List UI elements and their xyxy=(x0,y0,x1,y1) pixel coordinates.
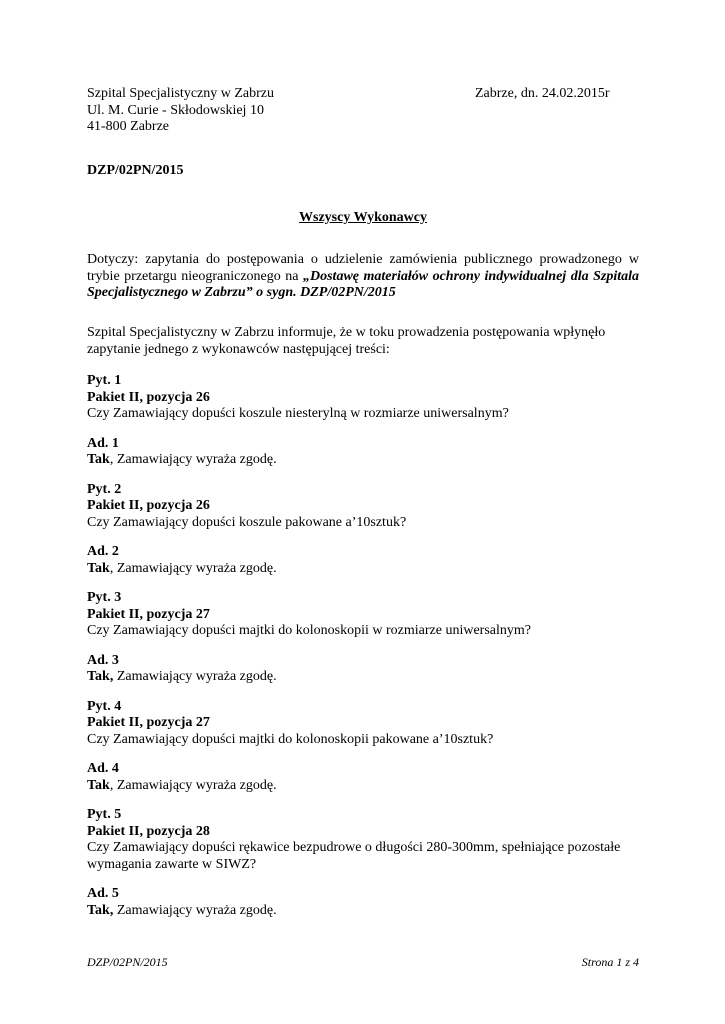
answer-bold: Tak xyxy=(87,452,110,467)
answer-line xyxy=(87,669,639,686)
answer-bold: Tak, xyxy=(87,902,114,918)
qa-item xyxy=(87,590,639,686)
answer-label: Ad. 1 xyxy=(87,435,119,451)
question-text: Czy Zamawiający dopuści rękawice bezpudrowe o długości 280-300mm, spełniające pozostałe wymagania zawarte w SIWZ? xyxy=(87,840,621,872)
question-item: Pakiet II, pozycja 26 xyxy=(87,498,210,513)
sender-city: 41-800 Zabrze xyxy=(87,119,170,134)
qa-item xyxy=(87,373,639,469)
question-item: Pakiet II, pozycja 27 xyxy=(87,606,210,622)
answer-text: Zamawiający wyraża zgodę. xyxy=(113,669,277,684)
intro-paragraph: Szpital Specjalistyczny w Zabrzu informuje, że w toku prowadzenia postępowania wpłynęło zapytanie jednego z wykonawców następującej treści: xyxy=(87,325,606,357)
answer-text: , Zamawiający wyraża zgodę. xyxy=(109,777,277,793)
question-block xyxy=(87,699,639,749)
question-label: Pyt. 2 xyxy=(87,481,122,497)
sender-name: Szpital Specjalistyczny w Zabrzu xyxy=(87,86,274,101)
answer-line xyxy=(87,903,639,920)
subject-title: „Dostawę materiałów ochrony indywidualnej dla Szpitala Specjalistycznego w Zabrzu” o sygn. DZP/02PN/2015 xyxy=(87,268,639,300)
qa-item xyxy=(87,482,639,578)
qa-item xyxy=(87,699,639,795)
answer-label: Ad. 2 xyxy=(87,544,119,559)
question-label: Pyt. 5 xyxy=(87,807,122,822)
question-block xyxy=(87,807,639,873)
answer-text: Zamawiający wyraża zgodę. xyxy=(113,902,277,918)
subject-paragraph xyxy=(87,252,639,302)
answer-bold: Tak xyxy=(87,777,110,793)
footer-reference: DZP/02PN/2015 xyxy=(87,955,168,969)
answer-label: Ad. 5 xyxy=(87,886,119,901)
question-item: Pakiet II, pozycja 28 xyxy=(87,823,210,839)
sender-address xyxy=(87,86,274,136)
sender-street: Ul. M. Curie - Skłodowskiej 10 xyxy=(87,102,264,118)
answer-label: Ad. 4 xyxy=(87,761,119,776)
question-block xyxy=(87,482,639,532)
question-item: Pakiet II, pozycja 26 xyxy=(87,389,210,405)
answer-bold: Tak xyxy=(87,560,110,576)
document-date: Zabrze, dn. 24.02.2015r xyxy=(475,86,610,101)
answer-bold: Tak, xyxy=(87,669,114,684)
answer-label: Ad. 3 xyxy=(87,652,119,668)
question-label: Pyt. 4 xyxy=(87,698,122,714)
footer-page-number: Strona 1 z 4 xyxy=(581,955,639,969)
answer-block xyxy=(87,544,639,577)
answer-line xyxy=(87,778,639,795)
subject-prefix: Dotyczy: zapytania do postępowania o udzielenie zamówienia publicznego prowadzonego w trybie przetargu nieograniczonego na xyxy=(87,252,639,284)
question-label: Pyt. 1 xyxy=(87,373,122,388)
answer-line xyxy=(87,452,639,469)
answer-block xyxy=(87,436,639,469)
question-text: Czy Zamawiający dopuści majtki do kolonoskopii w rozmiarze uniwersalnym? xyxy=(87,623,531,638)
question-text: Czy Zamawiający dopuści koszule pakowane a’10sztuk? xyxy=(87,514,407,530)
answer-block xyxy=(87,761,639,794)
answer-block xyxy=(87,886,639,919)
question-block xyxy=(87,590,639,640)
question-block xyxy=(87,373,639,423)
reference-number: DZP/02PN/2015 xyxy=(87,163,184,178)
answer-text: , Zamawiający wyraża zgodę. xyxy=(109,560,277,576)
answer-line xyxy=(87,561,639,578)
answer-block xyxy=(87,653,639,686)
question-item: Pakiet II, pozycja 27 xyxy=(87,715,210,730)
qa-item xyxy=(87,807,639,919)
question-text: Czy Zamawiający dopuści koszule niesterylną w rozmiarze uniwersalnym? xyxy=(87,406,509,421)
addressee-heading: Wszyscy Wykonawcy xyxy=(299,210,427,225)
answer-text: , Zamawiający wyraża zgodę. xyxy=(109,452,277,467)
question-label: Pyt. 3 xyxy=(87,590,122,605)
question-text: Czy Zamawiający dopuści majtki do kolonoskopii pakowane a’10sztuk? xyxy=(87,731,494,747)
qa-list xyxy=(87,373,639,932)
